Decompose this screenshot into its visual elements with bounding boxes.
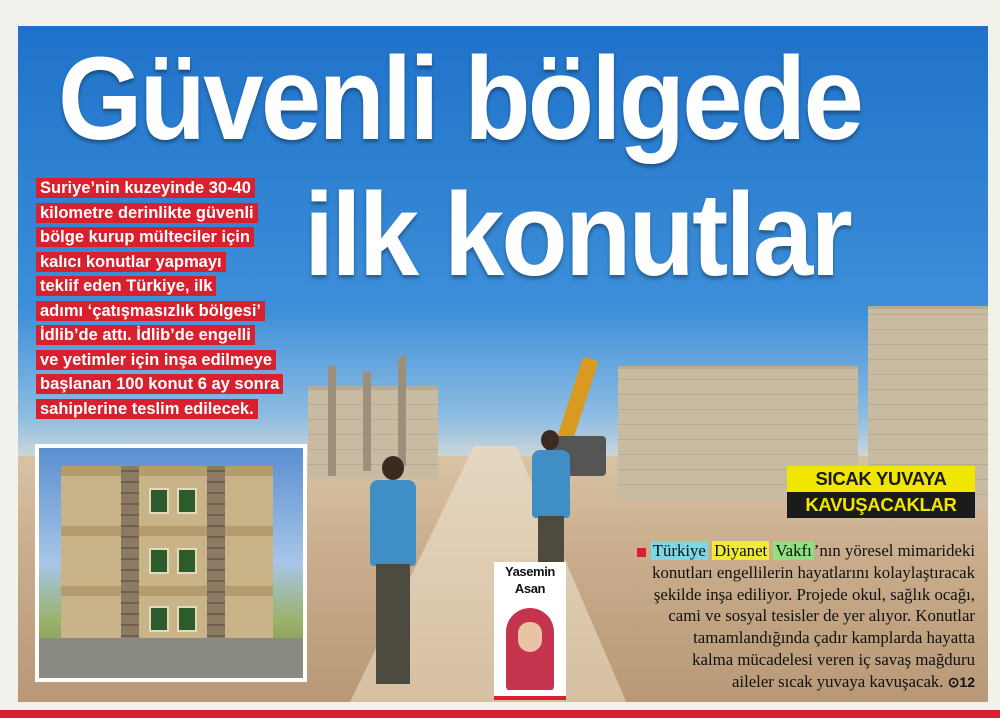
- lede-line: teklif eden Türkiye, ilk: [36, 276, 216, 296]
- lede-line: bölge kurup mülteciler için: [36, 227, 254, 247]
- highlight-vakfi: Vakfı: [775, 541, 812, 560]
- lede-line: kilometre derinlikte güvenli: [36, 203, 258, 223]
- body-line: kalma mücadelesi veren iç savaş mağduru: [692, 649, 975, 669]
- inset-rendering: [35, 444, 307, 682]
- lede-line: ve yetimler için inşa edilmeye: [36, 350, 276, 370]
- plaza: [39, 638, 303, 678]
- left-pillar: [328, 366, 336, 476]
- body-line: cami ve sosyal tesisler de yer alıyor. Konutlar: [668, 606, 975, 626]
- subheading-badge: [787, 466, 975, 518]
- left-pillar: [398, 356, 406, 466]
- body-line: şekilde inşa ediliyor. Projede okul, sağlık ocağı,: [653, 584, 975, 604]
- lede-line: Suriye’nin kuzeyinde 30-40: [36, 178, 255, 198]
- lede-line: İdlib’de attı. İdlib’de engelli: [36, 325, 255, 345]
- author-portrait: [500, 602, 560, 690]
- lede-line: adımı ‘çatışmasızlık bölgesi’: [36, 301, 265, 321]
- page-number: 12: [959, 673, 975, 690]
- lede-line: kalıcı konutlar yapmayı: [36, 252, 226, 272]
- body-line: konutları engellilerin hayatlarını kolaylaştıracak: [652, 562, 975, 582]
- bottom-rule: [0, 710, 1000, 718]
- lede-line: başlanan 100 konut 6 ay sonra: [36, 374, 283, 394]
- article-body: [577, 540, 975, 694]
- badge-line2: KAVUŞACAKLAR: [787, 492, 975, 518]
- highlight-diyanet: Diyanet: [714, 541, 768, 560]
- lede: [36, 176, 308, 421]
- highlight-turkiye: Türkiye: [652, 541, 706, 560]
- building-rendering: [61, 466, 273, 646]
- body-line: ’nın yöresel mimarideki: [813, 541, 975, 560]
- bullet-square-icon: [637, 548, 646, 557]
- badge-line1: SICAK YUVAYA: [787, 466, 975, 492]
- author-first-name: Yasemin: [505, 564, 555, 579]
- page-reference: ⊙12: [947, 673, 975, 690]
- body-line: aileler sıcak yuvaya kavuşacak.: [731, 671, 944, 691]
- author-box: [494, 562, 566, 700]
- author-last-name: Asan: [514, 581, 546, 596]
- headline-line1: Güvenli bölgede: [58, 33, 862, 165]
- body-line: tamamlandığında çadır kamplarda hayatta: [693, 628, 975, 648]
- worker-left: [358, 456, 428, 686]
- headline-line2: ilk konutlar: [304, 169, 850, 301]
- lede-line: sahiplerine teslim edilecek.: [36, 399, 258, 419]
